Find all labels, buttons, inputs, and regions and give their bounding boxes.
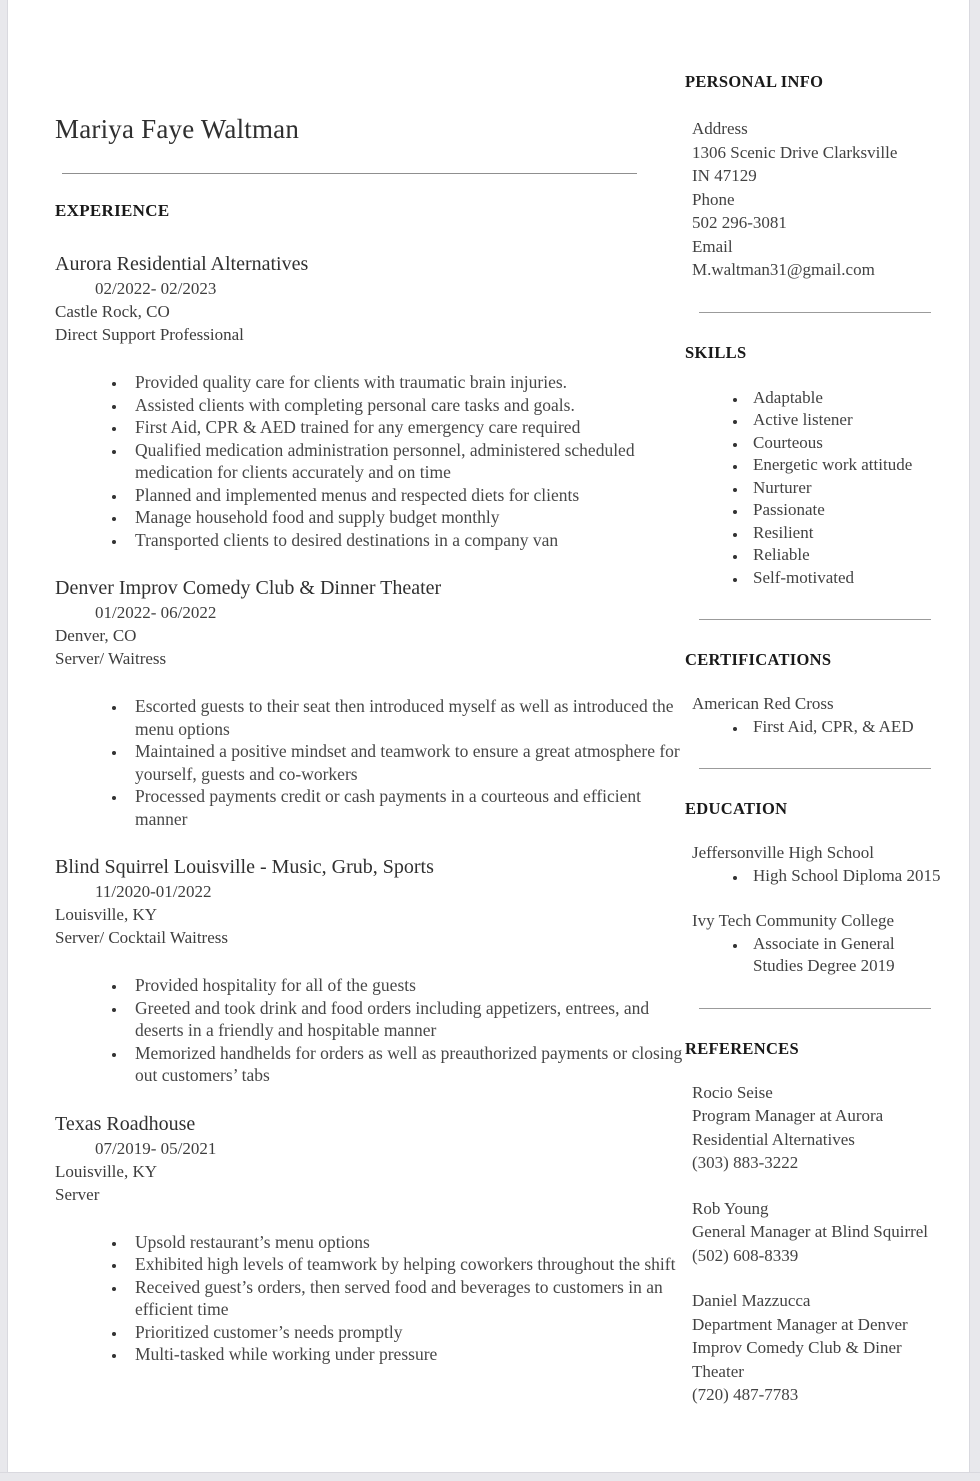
reference-title: Program Manager at Aurora Residential Alternatives: [692, 1106, 884, 1149]
job-bullet: • Provided hospitality for all of the guests: [127, 974, 685, 997]
job-block-texas-roadhouse: [55, 1111, 685, 1366]
skill-item: • Active listener: [747, 409, 963, 432]
reference-person: [692, 1081, 944, 1175]
page-edge-bottom: [0, 1472, 980, 1481]
job-block-blind-squirrel: [55, 854, 685, 1087]
job-bullet: • First Aid, CPR & AED trained for any emergency care required: [127, 416, 685, 439]
certification-list: [685, 716, 969, 739]
education-heading: EDUCATION: [685, 799, 788, 818]
job-bullet: • Greeted and took drink and food orders including appetizers, entrees, and deserts in a friendly and hospitable manner: [127, 997, 685, 1042]
skill-item: • Energetic work attitude: [747, 454, 963, 477]
skill-item: • Resilient: [747, 522, 963, 545]
job-bullet: • Upsold restaurant’s menu options: [127, 1231, 685, 1254]
job-bullet: • Processed payments credit or cash payments in a courteous and efficient manner: [127, 785, 685, 830]
reference-phone: (502) 608-8339: [692, 1245, 799, 1265]
address-city-zip: IN 47129: [692, 166, 757, 185]
degree-item: • High School Diploma 2015: [747, 865, 963, 888]
school-name: Ivy Tech Community College: [692, 911, 894, 930]
job-bullet: • Planned and implemented menus and respected diets for clients: [127, 484, 685, 507]
job-block-aurora: [55, 251, 685, 551]
job-role: Direct Support Professional: [55, 325, 244, 344]
job-bullet: • Received guest’s orders, then served food and beverages to customers in an efficient time: [127, 1276, 685, 1321]
job-bullet: • Exhibited high levels of teamwork by helping coworkers throughout the shift: [127, 1253, 685, 1276]
job-location: Castle Rock, CO: [55, 302, 170, 321]
experience-heading: EXPERIENCE: [55, 201, 170, 220]
name-divider: [62, 173, 637, 174]
job-bullet: • Escorted guests to their seat then introduced myself as well as introduced the menu options: [127, 695, 685, 740]
email-label: Email: [692, 236, 733, 256]
certification-org: American Red Cross: [692, 694, 834, 713]
job-location: Louisville, KY: [55, 1161, 157, 1181]
reference-person: [692, 1289, 944, 1407]
job-bullet-list: [55, 371, 685, 551]
job-company: Aurora Residential Alternatives: [55, 253, 309, 275]
job-bullet: • Manage household food and supply budget monthly: [127, 506, 685, 529]
certification-item: • First Aid, CPR, & AED: [747, 716, 963, 739]
phone-number: 502 296-3081: [692, 213, 787, 232]
job-bullet: • Qualified medication administration personnel, administered scheduled medication for clients accurately and on time: [127, 439, 685, 484]
resume-content: [8, 0, 969, 1407]
sidebar-divider: [699, 312, 931, 313]
reference-person: [692, 1197, 944, 1268]
main-column: [8, 0, 685, 1407]
job-bullet: • Memorized handhelds for orders as well as preauthorized payments or closing out customers’ tabs: [127, 1042, 685, 1087]
reference-name: Daniel Mazzucca: [692, 1291, 811, 1310]
resume-page: [8, 0, 969, 1472]
sidebar-column: [685, 0, 969, 1407]
address-label: Address: [692, 119, 748, 138]
job-bullet-list: [55, 1231, 685, 1366]
job-bullet: • Provided quality care for clients with traumatic brain injuries.: [127, 371, 685, 394]
page-edge-left: [0, 0, 8, 1481]
job-dates: 07/2019- 05/2021: [95, 1138, 217, 1158]
references-heading: REFERENCES: [685, 1038, 799, 1058]
sidebar-divider: [699, 1008, 931, 1009]
skill-item: • Nurturer: [747, 477, 963, 500]
degree-item: • Associate in General Studies Degree 2019: [747, 933, 899, 978]
skills-section: [685, 343, 969, 590]
job-location: Louisville, KY: [55, 905, 157, 924]
reference-name: Rob Young: [692, 1198, 769, 1218]
education-section: [685, 799, 969, 978]
reference-phone: (303) 883-3222: [692, 1153, 799, 1172]
job-bullet: • Maintained a positive mindset and teamwork to ensure a great atmosphere for yourself, guests and co-workers: [127, 740, 685, 785]
skill-item: • Reliable: [747, 544, 963, 567]
job-bullet: • Assisted clients with completing personal care tasks and goals.: [127, 394, 685, 417]
skill-item: • Self-motivated: [747, 567, 963, 590]
page-edge-right: [969, 0, 980, 1481]
skills-heading: SKILLS: [685, 342, 747, 362]
references-section: [685, 1039, 969, 1407]
job-bullet-list: [55, 974, 685, 1087]
address-street: 1306 Scenic Drive Clarksville: [692, 142, 898, 162]
personal-info-lines: [692, 117, 969, 282]
job-role: Server: [55, 1184, 100, 1204]
sidebar-divider: [699, 768, 931, 769]
job-dates: 01/2022- 06/2022: [95, 603, 217, 622]
candidate-name: Mariya Faye Waltman: [55, 114, 300, 144]
personal-info-heading: PERSONAL INFO: [685, 72, 824, 91]
email-address: M.waltman31@gmail.com: [692, 260, 875, 279]
job-location: Denver, CO: [55, 626, 137, 645]
personal-info-section: [685, 72, 969, 282]
reference-phone: (720) 487-7783: [692, 1385, 799, 1404]
skill-item: • Passionate: [747, 499, 963, 522]
certifications-heading: CERTIFICATIONS: [685, 650, 832, 669]
skill-item: • Courteous: [747, 432, 963, 455]
skills-list: [685, 387, 969, 590]
job-role: Server/ Cocktail Waitress: [55, 928, 228, 947]
reference-title: Department Manager at Denver Improv Comedy Club & Diner Theater: [692, 1314, 908, 1381]
school-degree-list: [685, 933, 969, 978]
job-dates: 02/2022- 02/2023: [95, 279, 217, 298]
job-company: Blind Squirrel Louisville - Music, Grub, Sports: [55, 856, 434, 878]
job-company: Texas Roadhouse: [55, 1112, 196, 1135]
skill-item: • Adaptable: [747, 387, 963, 410]
reference-title: General Manager at Blind Squirrel: [692, 1222, 929, 1241]
job-bullet: • Prioritized customer’s needs promptly: [127, 1321, 685, 1344]
reference-name: Rocio Seise: [692, 1082, 773, 1102]
job-bullet: • Transported clients to desired destinations in a company van: [127, 529, 685, 552]
school-degree-list: [685, 865, 969, 888]
sidebar-divider: [699, 619, 931, 620]
job-bullet-list: [55, 695, 685, 830]
job-company: Denver Improv Comedy Club & Dinner Theater: [55, 577, 442, 599]
job-dates: 11/2020-01/2022: [95, 882, 212, 901]
job-bullet: • Multi-tasked while working under pressure: [127, 1343, 685, 1366]
certifications-section: [685, 650, 969, 738]
phone-label: Phone: [692, 189, 735, 209]
job-block-denver-improv: [55, 575, 685, 830]
school-name: Jeffersonville High School: [692, 843, 874, 862]
job-role: Server/ Waitress: [55, 649, 167, 668]
